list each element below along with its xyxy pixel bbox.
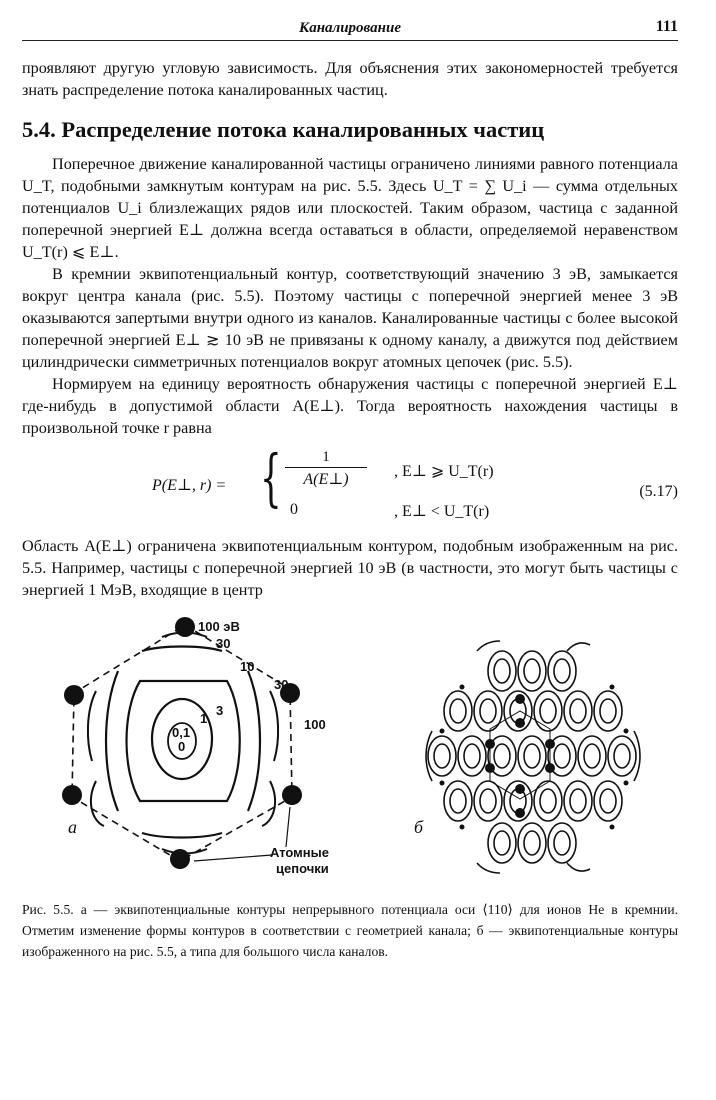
equation-condition-2: , E⊥ < U_T(r) xyxy=(394,503,490,520)
contour-10-bottom xyxy=(142,833,222,838)
atom-chain-top xyxy=(175,617,195,637)
paragraph-3: Нормируем на единицу вероятность обнаружения частицы с поперечной энергией E⊥ где-нибудь в допустимой области A(E⊥). Тогда вероятность нахождения частицы в произвольной точке r равна xyxy=(22,375,678,437)
label-100ev: 100 эВ xyxy=(198,619,240,634)
pattern-row-4 xyxy=(444,781,622,821)
atom-chain-pointer-2 xyxy=(194,855,272,861)
panel-a-label: а xyxy=(68,817,77,837)
equation-brace: { xyxy=(260,441,282,514)
paragraph-1: Поперечное движение каналированной частицы ограничено линиями равного потенциала U_T, подобными замкнутым контурам на рис. 5.5. Здесь U_T = ∑ U_i — сумма отдельных потенциалов U_i близлежащих рядов или плоскостей. Таким образом, частица с заданной поперечной энергией E⊥ должна всегда оставаться в области, определяемой неравенством U_T(r) ⩽ E⊥. xyxy=(22,155,678,261)
contour-10-left xyxy=(106,671,118,811)
contour-10-right xyxy=(248,671,260,811)
label-30-top: 30 xyxy=(216,636,231,651)
panel-b-contours xyxy=(426,641,640,873)
label-0: 0 xyxy=(178,739,186,754)
label-1: 1 xyxy=(200,711,208,726)
equation-number: (5.17) xyxy=(639,483,678,500)
figure-caption: Рис. 5.5. а — эквипотенциальные контуры непрерывного потенциала оси ⟨110⟩ для ионов He в кремнии. Отметим изменение формы контуров в соответствии с геометрией канала; б — эквипотенциальные контуры изображенного на рис. 5.5, а типа для большого числа каналов. xyxy=(22,902,678,959)
label-30-right: 30 xyxy=(274,677,289,692)
equation-fraction xyxy=(285,449,367,489)
contour-10-top xyxy=(142,647,222,652)
atom-chain-upper-left xyxy=(64,685,84,705)
fraction-bar xyxy=(285,467,367,468)
label-10: 10 xyxy=(240,659,255,674)
contour-30-lower-left xyxy=(91,781,104,826)
atom-chain-label-line2: цепочки xyxy=(276,861,329,876)
pattern-row-3 xyxy=(428,736,636,776)
fraction-denominator: A(E⊥) xyxy=(303,471,349,488)
pattern-row-5 xyxy=(488,823,576,863)
atom-chain-bottom xyxy=(170,849,190,869)
running-head xyxy=(22,18,678,41)
paragraph-continued: проявляют другую угловую зависимость. Для объяснения этих закономерностей требуется знать распределение потока каналированных частиц. xyxy=(22,59,678,99)
atom-chain-label-line1: Атомные xyxy=(270,845,329,860)
equation-5-17 xyxy=(22,441,678,527)
pattern-row-2 xyxy=(444,691,622,731)
atom-chain-pointer-1 xyxy=(286,807,290,847)
panel-b-label: б xyxy=(414,817,424,837)
label-0-1: 0,1 xyxy=(172,725,191,740)
label-100-right: 100 xyxy=(304,717,326,732)
figure-drawing xyxy=(22,611,678,893)
label-3: 3 xyxy=(216,703,224,718)
contour-30-right xyxy=(270,691,278,761)
atom-chain-lower-right xyxy=(282,785,302,805)
running-head-title: Каналирование xyxy=(299,20,401,36)
paragraph-4: Область A(E⊥) ограничена эквипотенциальным контуром, подобным изображенным на рис. 5.5. Например, частицы с поперечной энергией 10 эВ (в частности, это могут быть частицы с энергией 1 МэВ, входящие в центр xyxy=(22,537,678,599)
atom-chain-lower-left xyxy=(62,785,82,805)
equation-condition-1: , E⊥ ⩾ U_T(r) xyxy=(394,463,494,480)
contour-30-lower-right xyxy=(262,781,275,826)
page-number: 111 xyxy=(655,18,678,35)
paragraph-2: В кремнии эквипотенциальный контур, соответствующий значению 3 эВ, замыкается вокруг центра канала (рис. 5.5). Поэтому частицы с поперечной энергией менее 3 эВ оказываются запертыми внутри одного из каналов. Каналированные частицы с более высокой поперечной энергией E⊥ ≳ 10 эВ не привязаны к одному каналу, а движутся под действием цилиндрически симметричных потенциалов вокруг атомных цепочек (рис. 5.5). xyxy=(22,265,678,371)
fraction-numerator: 1 xyxy=(322,449,330,465)
page xyxy=(22,18,678,962)
section-heading: 5.4. Распределение потока каналированных частиц xyxy=(22,117,545,142)
pattern-row-1 xyxy=(488,651,576,691)
contour-30-left xyxy=(88,691,96,761)
equation-zero: 0 xyxy=(290,501,298,518)
figure-5-5 xyxy=(22,611,678,893)
equation-lhs: P(E⊥, r) = xyxy=(152,477,227,494)
